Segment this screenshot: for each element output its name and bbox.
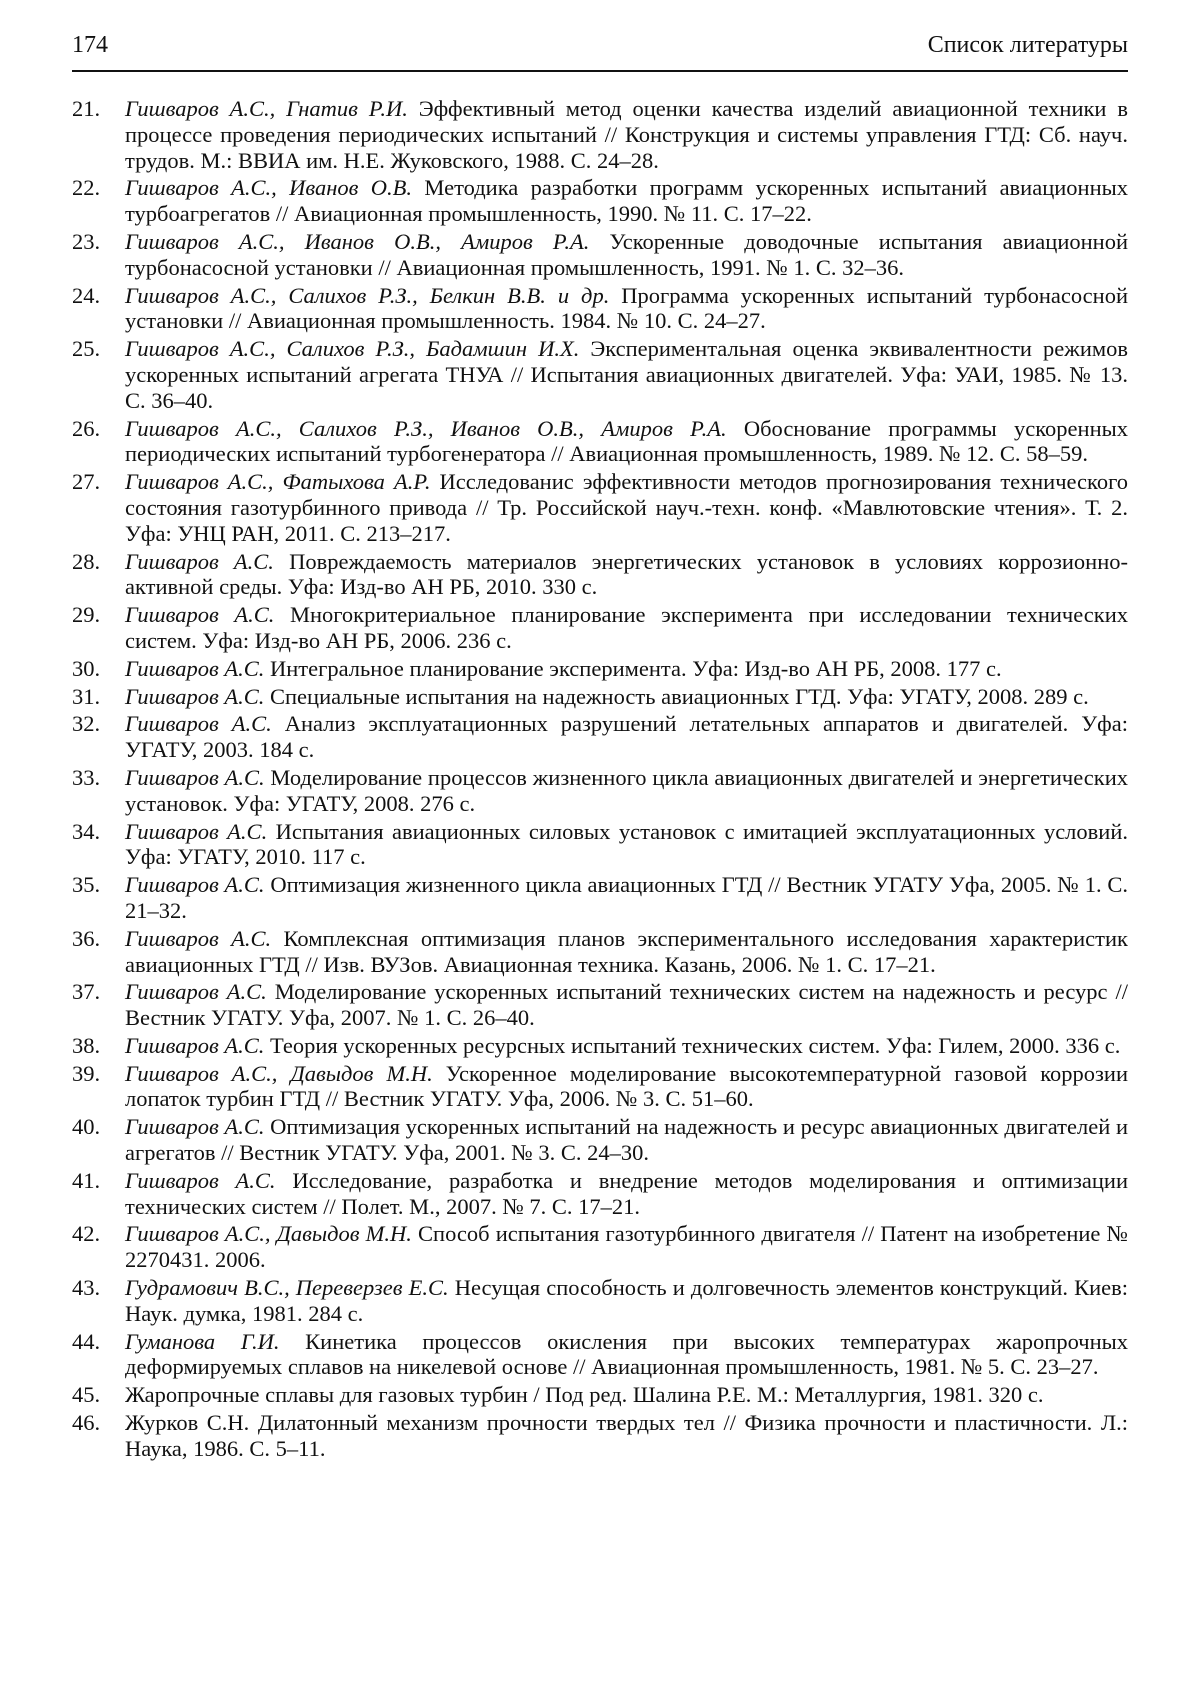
reference-authors: Гишваров А.С. [125,711,272,737]
reference-item [72,336,1128,413]
reference-text: Жаропрочные сплавы для газовых турбин / Под ред. Шалина Р.Е. М.: Металлургия, 1981. 320 с. [125,1382,1044,1408]
reference-number: 22. [72,175,101,201]
reference-item [72,711,1128,763]
reference-text: Анализ эксплуатационных разрушений летательных аппаратов и двигателей. Уфа: УГАТУ, 2003. 184 с. [125,711,1128,763]
reference-item [72,469,1128,546]
reference-authors: Гишваров А.С. [125,683,265,709]
reference-text: Интегральное планирование эксперимента. Уфа: Изд-во АН РБ, 2008. 177 с. [264,655,1002,681]
reference-authors: Гишваров А.С. [125,925,272,951]
reference-text: Обоснование программы ускоренных периодических испытаний турбогенератора // Авиационная промышленность, 1989. № 12. С. 58–59. [125,415,1128,467]
reference-item [72,1114,1128,1166]
reference-text: Несущая способность и долговечность элементов конструкций. Киев: Наук. думка, 1981. 284 с. [125,1275,1128,1326]
reference-number: 35. [72,872,101,898]
reference-authors: Гишваров А.С. [125,818,268,844]
reference-number: 24. [72,282,101,308]
reference-text: Теория ускоренных ресурсных испытаний технических систем. Уфа: Гилем, 2000. 336 с. [264,1032,1121,1058]
reference-authors: Гишваров А.С. [125,1032,265,1058]
reference-text: Ускоренные доводочные испытания авиационной турбонасосной установки // Авиационная промышленность, 1991. № 1. С. 32–36. [125,228,1128,280]
reference-authors: Гишваров А.С., Салихов Р.З., Белкин В.В. и др. [125,282,610,308]
reference-number: 37. [72,979,101,1005]
page-number: 174 [72,32,108,58]
reference-text: Оптимизация ускоренных испытаний на надежность и ресурс авиационных двигателей и агрегатов // Вестник УГАТУ. Уфа, 2001. № 3. С. 24–30. [125,1114,1128,1166]
reference-number: 26. [72,415,101,441]
reference-number: 36. [72,925,101,951]
reference-text: Моделирование процессов жизненного цикла авиационных двигателей и энергетических установок. Уфа: УГАТУ, 2008. 276 с. [125,764,1128,816]
reference-number: 25. [72,336,101,362]
reference-item [72,872,1128,924]
reference-authors: Гишваров А.С., Салихов Р.З., Бадамшин И.Х. [125,336,580,362]
reference-text: Оптимизация жизненного цикла авиационных ГТД // Вестник УГАТУ Уфа, 2005. № 1. С. 21–32. [125,872,1128,923]
reference-authors: Гишваров А.С., Иванов О.В., Амиров Р.А. [125,228,590,254]
reference-item [72,1382,1128,1408]
reference-number: 33. [72,764,101,790]
reference-authors: Гишваров А.С. [125,655,265,681]
reference-text: Специальные испытания на надежность авиационных ГТД. Уфа: УГАТУ, 2008. 289 с. [264,683,1089,709]
reference-authors: Гишваров А.С. [125,1114,265,1140]
reference-authors: Гуманова Г.И. [125,1328,280,1354]
reference-item [72,283,1128,335]
reference-item [72,1033,1128,1059]
reference-number: 43. [72,1275,101,1301]
reference-item [72,1061,1128,1113]
reference-text: Исследование, разработка и внедрение методов моделирования и оптимизации технических систем // Полет. М., 2007. № 7. С. 17–21. [125,1167,1128,1219]
reference-item [72,656,1128,682]
reference-number: 28. [72,548,101,574]
reference-text: Испытания авиационных силовых установок с имитацией эксплуатационных условий. Уфа: УГАТУ, 2010. 117 с. [125,818,1128,870]
reference-text: Эффективный метод оценки качества изделий авиационной техники в процессе проведения периодических испытаний // Конструкция и системы управления ГТД: Сб. науч. трудов. М.: ВВИА им. Н.Е. Жуковского, 1988. С. 24–28. [125,96,1128,173]
reference-number: 40. [72,1114,101,1140]
reference-item [72,765,1128,817]
reference-item [72,229,1128,281]
reference-text: Многокритериальное планирование эксперимента при исследовании технических систем. Уфа: Изд-во АН РБ, 2006. 236 с. [125,602,1128,653]
reference-item [72,1410,1128,1462]
reference-authors: Гишваров А.С., Фатыхова А.Р. [125,469,431,495]
reference-item [72,1221,1128,1273]
reference-number: 34. [72,818,101,844]
reference-item [72,926,1128,978]
reference-item [72,416,1128,468]
reference-list [72,96,1128,1464]
reference-item [72,96,1128,173]
reference-text: Кинетика процессов окисления при высоких температурах жаропрочных деформируемых сплавов на никелевой основе // Авиационная промышленность, 1981. № 5. С. 23–27. [125,1328,1128,1380]
reference-authors: Гишваров А.С., Гнатив Р.И. [125,96,408,121]
reference-item [72,684,1128,710]
reference-text: Методика разработки программ ускоренных испытаний авиационных турбоагрегатов // Авиационная промышленность, 1990. № 11. С. 17–22. [125,175,1128,227]
reference-number: 45. [72,1382,101,1408]
reference-authors: Гишваров А.С. [125,872,265,898]
reference-authors: Гишваров А.С. [125,602,275,628]
reference-number: 39. [72,1060,101,1086]
reference-item [72,1275,1128,1327]
reference-authors: Гишваров А.С., Иванов О.В. [125,175,413,201]
reference-authors: Гишваров А.С., Давыдов М.Н. [125,1060,433,1086]
reference-authors: Гишваров А.С., Давыдов М.Н. [125,1221,412,1247]
reference-authors: Гудрамович В.С., Переверзев Е.С. [125,1275,449,1301]
reference-number: 41. [72,1167,101,1193]
reference-text: Способ испытания газотурбинного двигателя // Патент на изобретение № 2270431. 2006. [125,1221,1128,1273]
running-title: Список литературы [927,32,1128,58]
reference-number: 46. [72,1410,101,1436]
reference-text: Журков С.Н. Дилатонный механизм прочности твердых тел // Физика прочности и пластичности. Л.: Наука, 1986. С. 5–11. [125,1410,1128,1461]
reference-item [72,602,1128,654]
reference-item [72,175,1128,227]
reference-text: Комплексная оптимизация планов экспериментального исследования характеристик авиационных ГТД // Изв. ВУЗов. Авиационная техника. Казань, 2006. № 1. С. 17–21. [125,925,1128,977]
reference-item [72,1168,1128,1220]
reference-number: 38. [72,1032,101,1058]
reference-number: 42. [72,1221,101,1247]
reference-number: 29. [72,602,101,628]
reference-number: 21. [72,96,101,121]
reference-number: 30. [72,655,101,681]
reference-number: 27. [72,469,101,495]
reference-number: 32. [72,711,101,737]
reference-item [72,1329,1128,1381]
header-divider [72,70,1128,72]
reference-text: Исследованис эффективности методов прогнозирования технического состояния газотурбинного привода // Тр. Российской науч.-техн. конф. «Мавлютовские чтения». Т. 2. Уфа: УНЦ РАН, 2011. С. 213–217. [125,469,1129,546]
reference-number: 31. [72,683,101,709]
reference-authors: Гишваров А.С., Салихов Р.З., Иванов О.В., Амиров Р.А. [125,415,727,441]
reference-text: Моделирование ускоренных испытаний технических систем на надежность и ресурс // Вестник УГАТУ. Уфа, 2007. № 1. С. 26–40. [125,979,1128,1031]
reference-text: Повреждаемость материалов энергетических установок в условиях коррозионно-активной среды. Уфа: Изд-во АН РБ, 2010. 330 с. [125,548,1128,600]
reference-text: Экспериментальная оценка эквивалентности режимов ускоренных испытаний агрегата ТНУА // Испытания авиационных двигателей. Уфа: УАИ, 1985. № 13. С. 36–40. [125,336,1128,413]
reference-authors: Гишваров А.С. [125,979,267,1005]
reference-authors: Гишваров А.С. [125,548,274,574]
reference-number: 23. [72,228,101,254]
reference-number: 44. [72,1328,101,1354]
page-header [72,30,1128,70]
reference-text: Программа ускоренных испытаний турбонасосной установки // Авиационная промышленность. 1984. № 10. С. 24–27. [125,282,1129,334]
reference-item [72,549,1128,601]
reference-text: Ускоренное моделирование высокотемпературной газовой коррозии лопаток турбин ГТД // Вестник УГАТУ. Уфа, 2006. № 3. С. 51–60. [125,1060,1128,1112]
reference-item [72,819,1128,871]
reference-authors: Гишваров А.С. [125,764,265,790]
reference-item [72,979,1128,1031]
reference-authors: Гишваров А.С. [125,1167,276,1193]
